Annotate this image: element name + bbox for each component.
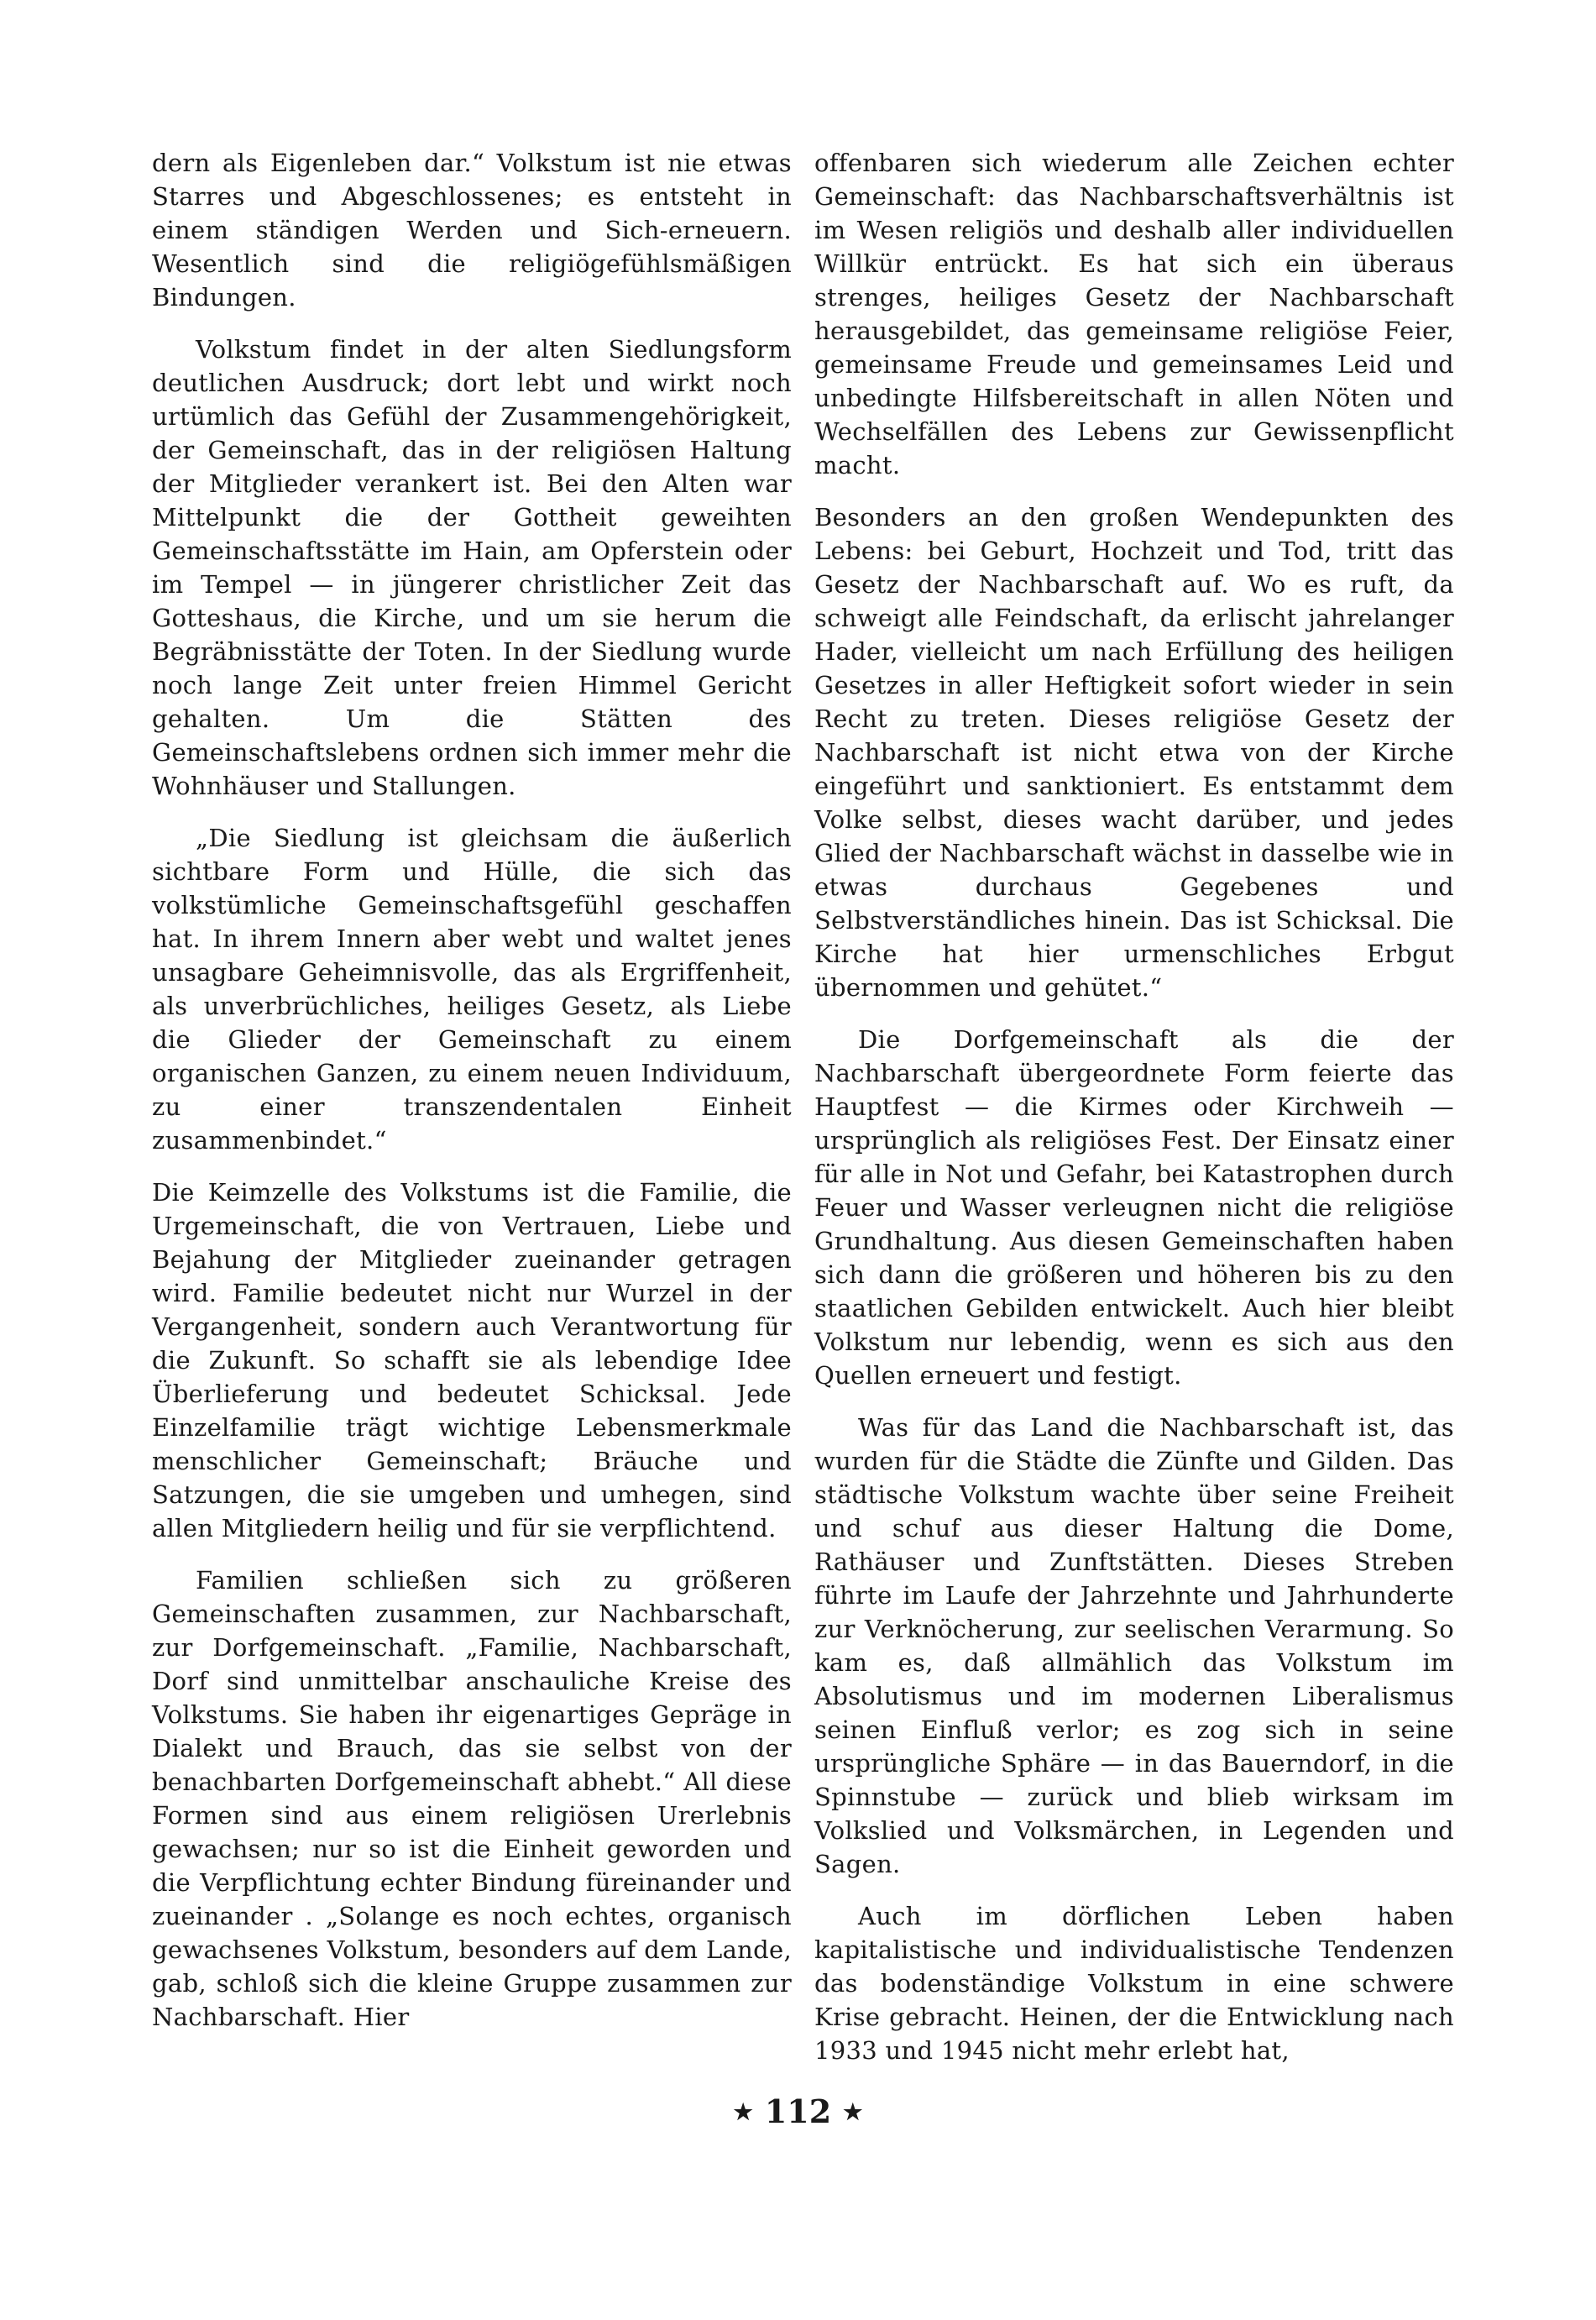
paragraph: Was für das Land die Nachbarschaft ist, das wurden für die Städte die Zünfte und Gilden. Das städtische Volkstum wachte über seine Freiheit und schuf aus dieser Haltung die Dome, Rathäuser und Zunftstätten. Dieses Streben führte im Laufe der Jahrzehnte und Jahrhunderte zur Verknöcherung, zur seelischen Verarmung. So kam es, daß allmählich das Volkstum im Absolutismus und im modernen Liberalismus seinen Einfluß verlor; es zog sich in seine ursprüngliche Sphäre — in das Bauerndorf, in die Spinnstube — zurück und blieb wirksam im Volkslied und Volksmärchen, in Legenden und Sagen. — [814, 1413, 1454, 1878]
paragraph: Familien schließen sich zu größeren Gemeinschaften zusammen, zur Nachbarschaft, zur Dorfgemeinschaft. „Familie, Nachbarschaft, Dorf sind unmittelbar anschauliche Kreise des Volkstums. Sie haben ihr eigenartiges Gepräge in Dialekt und Brauch, das sie selbst von der benachbarten Dorfgemeinschaft abhebt.“ All diese Formen sind aus einem religiösen Urerlebnis gewachsen; nur so ist die Einheit geworden und die Verpflichtung echter Bindung füreinander und zueinander . „Solange es noch echtes, organisch gewachsenes Volkstum, besonders auf dem Lande, gab, schloß sich die kleine Gruppe zusammen zur Nachbarschaft. Hier — [152, 1566, 792, 2031]
left-text-column — [152, 146, 792, 2052]
page-number-value: 112 — [764, 2092, 832, 2130]
paragraph: Volkstum findet in der alten Siedlungsform deutlichen Ausdruck; dort lebt und wirkt noch urtümlich das Gefühl der Zusammengehörigkeit, der Gemeinschaft, das in der religiösen Haltung der Mitglieder verankert ist. Bei den Alten war Mittelpunkt die der Gottheit geweihten Gemeinschaftsstätte im Hain, am Opferstein oder im Tempel — in jüngerer christlicher Zeit das Gotteshaus, die Kirche, und um sie herum die Begräbnisstätte der Toten. In der Siedlung wurde noch lange Zeit unter freien Himmel Gericht gehalten. Um die Stätten des Gemeinschaftslebens ordnen sich immer mehr die Wohnhäuser und Stallungen. — [152, 335, 792, 800]
star-ornament-icon: ★ — [843, 2100, 863, 2125]
paragraph: dern als Eigenleben dar.“ Volkstum ist nie etwas Starres und Abgeschlossenes; es entsteht in einem ständigen Werden und Sich-erneuern. Wesentlich sind die religiögefühlsmäßigen Bindungen. — [152, 149, 792, 312]
page-number — [0, 2092, 1596, 2130]
paragraph: „Die Siedlung ist gleichsam die äußerlich sichtbare Form und Hülle, die sich das volkstümliche Gemeinschaftsgefühl geschaffen hat. In ihrem Innern aber webt und waltet jenes unsagbare Geheimnisvolle, das als Ergriffenheit, als unverbrüchliches, heiliges Gesetz, als Liebe die Glieder der Gemeinschaft zu einem organischen Ganzen, zu einem neuen Individuum, zu einer transzendentalen Einheit zusammenbindet.“ — [152, 824, 792, 1155]
paragraph: Besonders an den großen Wendepunkten des Lebens: bei Geburt, Hochzeit und Tod, tritt das Gesetz der Nachbarschaft auf. Wo es ruft, da schweigt alle Feindschaft, da erlischt jahrelanger Hader, vielleicht um nach Erfüllung des heiligen Gesetzes in aller Heftigkeit sofort wieder in sein Recht zu treten. Dieses religiöse Gesetz der Nachbarschaft ist nicht etwa von der Kirche eingeführt und sanktioniert. Es entstammt dem Volke selbst, dieses wacht darüber, und jedes Glied der Nachbarschaft wächst in dasselbe wie in etwas durchaus Gegebenes und Selbstverständliches hinein. Das ist Schicksal. Die Kirche hat hier urmenschliches Erbgut übernommen und gehütet.“ — [814, 503, 1454, 1002]
paragraph: offenbaren sich wiederum alle Zeichen echter Gemeinschaft: das Nachbarschaftsverhältnis ist im Wesen religiös und deshalb aller individuellen Willkür entrückt. Es hat sich ein überaus strenges, heiliges Gesetz der Nachbarschaft herausgebildet, das gemeinsame religiöse Feier, gemeinsame Freude und gemeinsames Leid und unbedingte Hilfsbereitschaft in allen Nöten und Wechselfällen des Lebens zur Gewissenpflicht macht. — [814, 149, 1454, 479]
right-text-column — [814, 146, 1454, 2086]
star-ornament-icon: ★ — [733, 2100, 753, 2125]
paragraph: Die Keimzelle des Volkstums ist die Familie, die Urgemeinschaft, die von Vertrauen, Liebe und Bejahung der Mitglieder zueinander getragen wird. Familie bedeutet nicht nur Wurzel in der Vergangenheit, sondern auch Verantwortung für die Zukunft. So schafft sie als lebendige Idee Überlieferung und bedeutet Schicksal. Jede Einzelfamilie trägt wichtige Lebensmerkmale menschlicher Gemeinschaft; Bräuche und Satzungen, die sie umgeben und umhegen, sind allen Mitgliedern heilig und für sie verpflichtend. — [152, 1178, 792, 1542]
paragraph: Auch im dörflichen Leben haben kapitalistische und individualistische Tendenzen das bodenständige Volkstum in eine schwere Krise gebracht. Heinen, der die Entwicklung nach 1933 und 1945 nicht mehr erlebt hat, — [814, 1902, 1454, 2065]
paragraph: Die Dorfgemeinschaft als die der Nachbarschaft übergeordnete Form feierte das Hauptfest — die Kirmes oder Kirchweih — ursprünglich als religiöses Fest. Der Einsatz einer für alle in Not und Gefahr, bei Katastrophen durch Feuer und Wasser verleugnen nicht die religiöse Grundhaltung. Aus diesen Gemeinschaften haben sich dann die größeren und höheren bis zu den staatlichen Gebilden entwickelt. Auch hier bleibt Volkstum nur lebendig, wenn es sich aus den Quellen erneuert und festigt. — [814, 1025, 1454, 1390]
